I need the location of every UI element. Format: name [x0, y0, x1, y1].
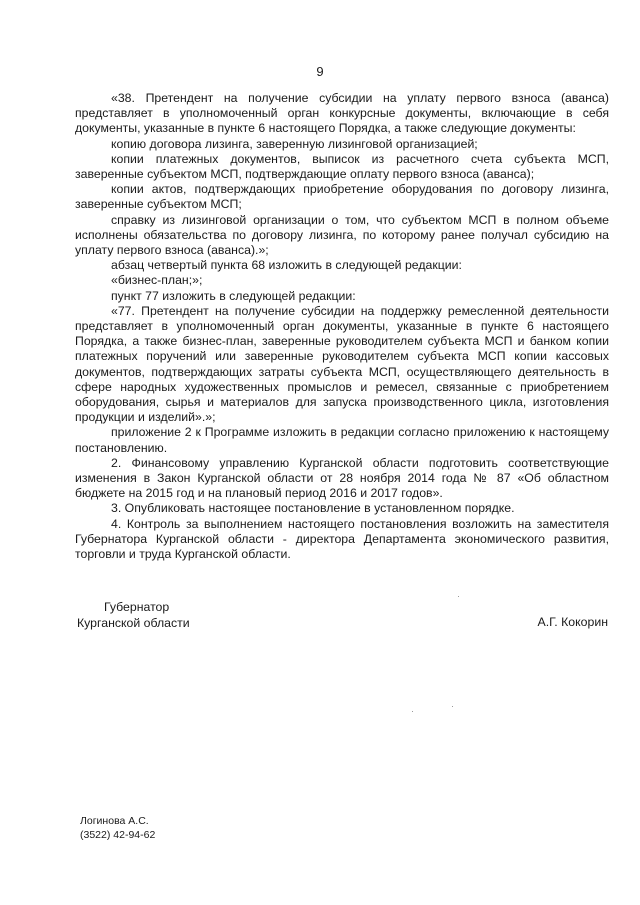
paragraph-77: «77. Претендент на получение субсидии на поддержку ремесленной деятельности представляет в уполномоченный орган документы, указанные в пункте 6 настоящего Порядка, а также бизнес-план, заверенные руководителем субъекта МСП и банком копии платежных поручений или заверенные руководителем субъекта МСП копии кассовых документов, подтверждающих затраты субъекта МСП, осуществляющего деятельность в сфере народных художественных промыслов и ремесел, связанные с приобретением оборудования, сырья и материалов для запуска производственного цикла, изготовления продукции и изделий».»;	[75, 303, 609, 425]
paragraph-clause-4: 4. Контроль за выполнением настоящего постановления возложить на заместителя Губернатора Курганской области - директора Департамента экономического развития, торговли и труда Курганской области.	[75, 516, 609, 562]
document-body	[75, 91, 609, 562]
signatory-region: Курганской области	[77, 615, 190, 630]
paragraph-38: «38. Претендент на получение субсидии на уплату первого взноса (аванса) представляет в уполномоченный орган конкурсные документы, включающие в себя документы, указанные в пункте 6 настоящего Порядка, а также следующие документы:	[75, 91, 609, 136]
signatory-name: А.Г. Кокорин	[537, 615, 608, 629]
scan-speck	[452, 706, 453, 707]
paragraph-acts: копии актов, подтверждающих приобретение оборудования по договору лизинга, заверенные субъектом МСП;	[75, 182, 609, 212]
paragraph-item-77-intro: пункт 77 изложить в следующей редакции:	[111, 288, 356, 303]
paragraph-clause-3: 3. Опубликовать настоящее постановление в установленном порядке.	[111, 501, 515, 516]
page-number: 9	[316, 64, 324, 79]
scan-speck	[412, 711, 413, 712]
paragraph-leasing-certificate: справку из лизинговой организации о том, что субъектом МСП в полном объеме исполнены обязательства по договору лизинга, по которому ранее получал субсидию на уплату первого взноса (аванса).»;	[75, 212, 609, 258]
paragraph-clause-2: 2. Финансовому управлению Курганской области подготовить соответствующие изменения в Закон Курганской области от 28 ноября 2014 года № 87 «Об областном бюджете на 2015 год и на плановый период 2016 и 2017 годов».	[75, 455, 609, 501]
paragraph-payment-docs: копии платежных документов, выписок из расчетного счета субъекта МСП, заверенные субъектом МСП, подтверждающие оплату первого взноса (аванса);	[75, 151, 609, 182]
paragraph-item-68: абзац четвертый пункта 68 изложить в следующей редакции:	[111, 258, 462, 273]
executor-block	[80, 815, 155, 842]
paragraph-appendix-2: приложение 2 к Программе изложить в редакции согласно приложению к настоящему постановлению.	[75, 425, 609, 455]
executor-phone: (3522) 42-94-62	[80, 828, 156, 841]
executor-name: Логинова А.С.	[80, 815, 149, 827]
scan-speck	[458, 596, 459, 597]
signatory-position	[77, 600, 190, 631]
paragraph-business-plan: «бизнес-план;»;	[111, 273, 203, 288]
signatory-title: Губернатор	[104, 600, 170, 614]
paragraph-leasing-contract: копию договора лизинга, заверенную лизинговой организацией;	[111, 136, 478, 151]
